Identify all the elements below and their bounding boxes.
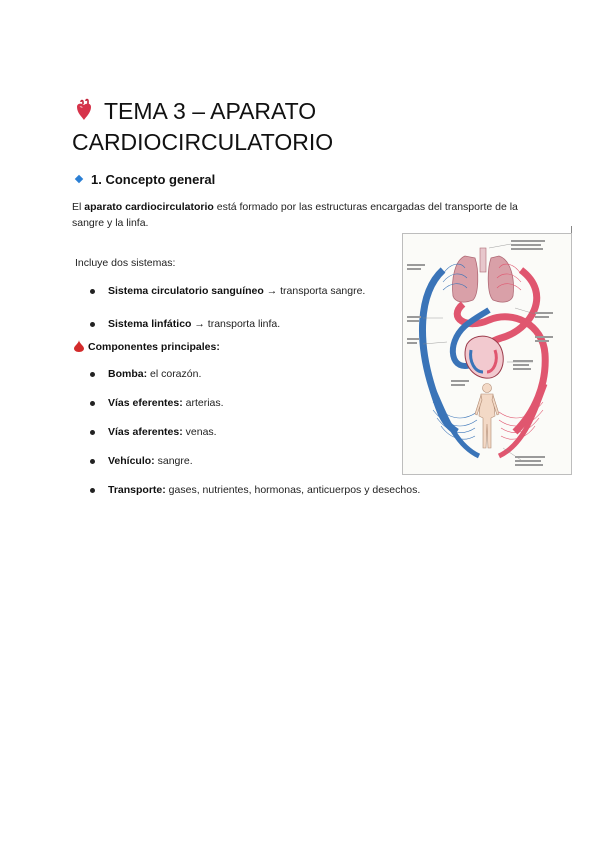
list-item-text: el corazón. bbox=[147, 368, 202, 380]
list-item-bold: Vehículo: bbox=[108, 455, 155, 467]
right-lung bbox=[488, 256, 513, 302]
list-item-bold: Transporte: bbox=[108, 484, 166, 496]
title-text: TEMA 3 – APARATO CARDIOCIRCULATORIO bbox=[72, 98, 334, 155]
list-item bbox=[90, 285, 365, 299]
components-heading-text: Componentes principales: bbox=[88, 341, 220, 353]
systems-list bbox=[90, 285, 365, 332]
components-heading bbox=[74, 340, 220, 353]
list-item-text: venas. bbox=[182, 426, 217, 438]
components-list bbox=[90, 368, 420, 498]
list-item bbox=[90, 426, 420, 440]
list-item-text: → transporta linfa. bbox=[191, 318, 281, 330]
systems-intro: Incluye dos sistemas: bbox=[75, 257, 176, 269]
page-title bbox=[72, 96, 542, 158]
list-item bbox=[90, 318, 365, 332]
drop-of-blood-icon bbox=[74, 340, 84, 352]
list-item bbox=[90, 397, 420, 411]
intro-bold: aparato cardiocirculatorio bbox=[84, 201, 214, 213]
list-item-bold: Vías aferentes: bbox=[108, 426, 183, 438]
human-figure bbox=[475, 384, 499, 449]
intro-suffix: está formado por las estructuras encargadas del transporte de la sangre y la linfa. bbox=[72, 201, 518, 229]
left-lung bbox=[453, 256, 478, 302]
list-item bbox=[90, 455, 420, 469]
list-item-text: arterias. bbox=[182, 397, 224, 409]
list-item-bold: Bomba: bbox=[108, 368, 148, 380]
list-item-text: sangre. bbox=[154, 455, 193, 467]
section-heading-text: 1. Concepto general bbox=[91, 172, 216, 187]
list-item-bold: Vías eferentes: bbox=[108, 397, 183, 409]
list-item-bold: Sistema linfático bbox=[108, 318, 192, 330]
list-item-text: gases, nutrientes, hormonas, anticuerpos y desechos. bbox=[165, 484, 421, 496]
section-heading bbox=[76, 172, 215, 187]
heart-illustration bbox=[465, 336, 503, 378]
trachea bbox=[480, 248, 486, 272]
list-item-text: → transporta sangre. bbox=[263, 285, 366, 297]
small-blue-diamond-icon bbox=[75, 175, 83, 183]
list-item bbox=[90, 368, 420, 382]
list-item bbox=[90, 484, 420, 498]
circulatory-diagram-image bbox=[402, 233, 572, 475]
intro-prefix: El bbox=[72, 201, 85, 213]
circulatory-diagram bbox=[403, 234, 571, 474]
anatomical-heart-icon bbox=[72, 98, 96, 122]
intro-paragraph bbox=[72, 199, 522, 231]
list-item-bold: Sistema circulatorio sanguíneo bbox=[108, 285, 264, 297]
